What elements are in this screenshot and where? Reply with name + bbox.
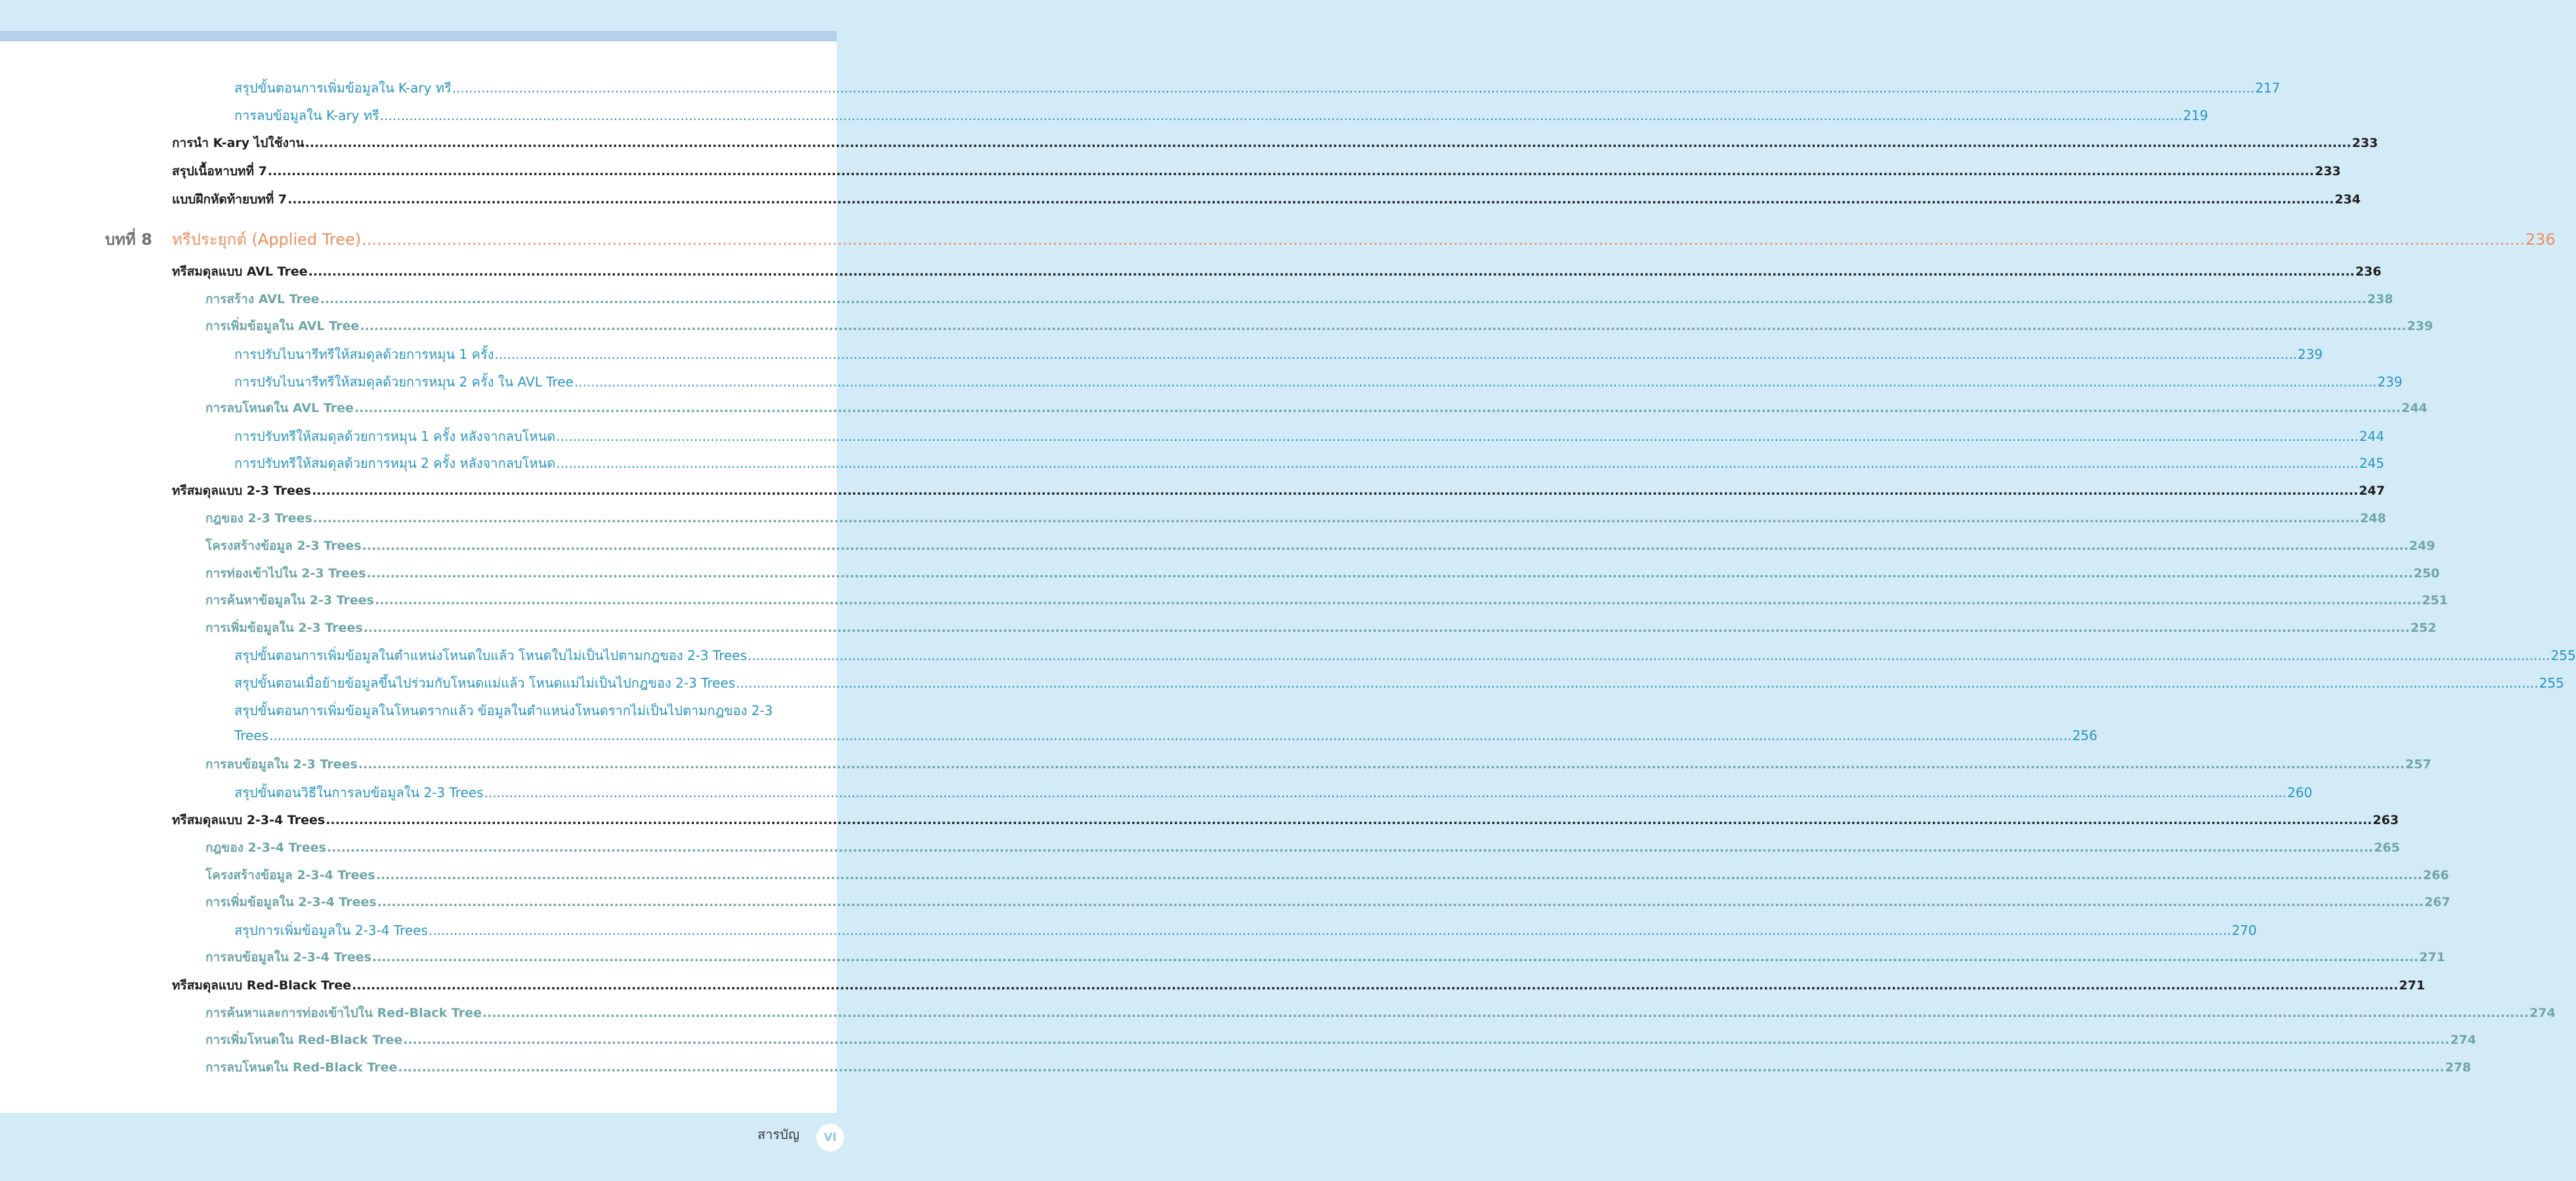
dot-leader: ................................................................................................................................................................................................................................................................................................................................................................................................................................................ — [556, 455, 2359, 471]
toc-subsubsection[interactable] — [234, 920, 2257, 941]
toc-entry-text: การสร้าง AVL Tree — [205, 292, 320, 306]
toc-section[interactable] — [172, 190, 2361, 209]
toc-page-number: 271 — [2418, 950, 2445, 964]
toc-section[interactable] — [172, 161, 2341, 181]
toc-entry-text: การลบโหนดใน AVL Tree — [205, 401, 354, 415]
dot-leader: ................................................................................................................................................................................................................................................................................................................................................................................................................................................ — [269, 728, 2072, 743]
toc-subsection[interactable] — [205, 947, 2445, 967]
dot-leader: ................................................................................................................................................................................................................................................................................................................................................................................................................................................ — [398, 1060, 2445, 1075]
toc-page-number: 234 — [2334, 192, 2361, 207]
toc-entry-text: ทรีประยุกต์ (Applied Tree) — [172, 230, 362, 249]
toc-subsection[interactable] — [205, 1058, 2472, 1077]
toc-page-number: 266 — [2422, 868, 2449, 882]
toc-entry-text: แบบฝึกหัดท้ายบทที่ 7 — [172, 192, 287, 207]
toc-page-number: 238 — [2367, 292, 2394, 306]
dot-leader: ................................................................................................................................................................................................................................................................................................................................................................................................................................................ — [326, 813, 2373, 827]
toc-page-number: 239 — [2407, 319, 2433, 333]
toc-entry-text: สรุปขั้นตอนวิธีในการลบข้อมูลใน 2-3 Trees — [234, 785, 484, 800]
toc-subsection[interactable] — [205, 590, 2448, 610]
footer-section-label: สารบัญ — [757, 1127, 799, 1142]
toc-page-number: 247 — [2359, 484, 2385, 498]
toc-page-number: 270 — [2231, 922, 2257, 938]
toc-page-number: 244 — [2401, 401, 2428, 415]
toc-entry-text: การค้นหาข้อมูลใน 2-3 Trees — [205, 593, 374, 608]
dot-leader: ................................................................................................................................................................................................................................................................................................................................................................................................................................................ — [556, 428, 2359, 444]
dot-leader: ................................................................................................................................................................................................................................................................................................................................................................................................................................................ — [484, 785, 2287, 800]
toc-entry-text: การลบข้อมูลใน 2-3 Trees — [205, 757, 358, 772]
toc-entry-text: การลบโหนดใน Red-Black Tree — [205, 1060, 398, 1075]
toc-page-number: 236 — [2525, 230, 2556, 249]
dot-leader: ................................................................................................................................................................................................................................................................................................................................................................................................................................................ — [377, 895, 2424, 909]
toc-page — [0, 41, 2576, 1113]
toc-entry-text: ทรีสมดุลแบบ 2-3 Trees — [172, 484, 312, 498]
toc-entry-text: กฎของ 2-3 Trees — [205, 511, 312, 526]
toc-page-number: 255 — [2550, 648, 2576, 663]
dot-leader: ................................................................................................................................................................................................................................................................................................................................................................................................................................................ — [374, 593, 2422, 608]
toc-entry-text: โครงสร้างข้อมูล 2-3 Trees — [205, 539, 362, 553]
toc-page-number: 217 — [2255, 80, 2281, 96]
toc-subsection[interactable] — [205, 564, 2440, 583]
toc-subsection[interactable] — [205, 536, 2436, 556]
toc-entry-text: การท่องเข้าไปใน 2-3 Trees — [205, 566, 366, 581]
toc-subsection[interactable] — [205, 1030, 2476, 1050]
toc-page-number: 248 — [2359, 511, 2386, 526]
toc-page-number: 250 — [2413, 566, 2440, 581]
toc-page-number: 249 — [2409, 539, 2436, 553]
toc-page-number: 236 — [2355, 264, 2382, 279]
dot-leader: ................................................................................................................................................................................................................................................................................................................................................................................................................................................ — [287, 192, 2334, 207]
dot-leader: ................................................................................................................................................................................................................................................................................................................................................................................................................................................ — [371, 950, 2418, 964]
toc-entry-text: Trees — [234, 728, 269, 743]
dot-leader: ................................................................................................................................................................................................................................................................................................................................................................................................................................................ — [360, 319, 2407, 333]
dot-leader: ................................................................................................................................................................................................................................................................................................................................................................................................................................................ — [267, 164, 2314, 178]
toc-page-number: 267 — [2424, 895, 2451, 909]
toc-page-number: 233 — [2314, 164, 2341, 178]
toc-page-number: 219 — [2183, 108, 2208, 123]
toc-section[interactable] — [172, 810, 2399, 830]
dot-leader: ................................................................................................................................................................................................................................................................................................................................................................................................................................................ — [736, 675, 2539, 691]
toc-page-number: 263 — [2373, 813, 2399, 827]
toc-entry-text: การปรับทรีให้สมดุลด้วยการหมุน 1 ครั้ง หลังจากลบโหนด — [234, 428, 556, 444]
dot-leader: ................................................................................................................................................................................................................................................................................................................................................................................................................................................ — [308, 264, 2355, 279]
toc-page-number: 255 — [2539, 675, 2564, 691]
toc-section[interactable] — [172, 262, 2382, 281]
toc-subsubsection[interactable] — [234, 728, 2098, 743]
dot-leader: ................................................................................................................................................................................................................................................................................................................................................................................................................................................ — [403, 1033, 2450, 1047]
toc-entry-text: การลบข้อมูลใน K-ary ทรี — [234, 108, 379, 123]
toc-subsubsection[interactable] — [234, 645, 2576, 666]
chapter-entry[interactable] — [172, 226, 2556, 252]
toc-entry-text: สรุปขั้นตอนเมื่อย้ายข้อมูลขึ้นไปร่วมกับโหนดแม่แล้ว โหนดแม่ไม่เป็นไปกฎของ 2-3 Trees — [234, 675, 736, 691]
toc-subsection[interactable] — [205, 316, 2433, 336]
toc-subsubsection[interactable] — [234, 453, 2384, 474]
toc-entry-text: สรุปขั้นตอนการเพิ่มข้อมูลในโหนดรากแล้ว ข้อมูลในตำแหน่งโหนดรากไม่เป็นไปตามกฎของ 2-3 — [234, 703, 773, 718]
dot-leader: ................................................................................................................................................................................................................................................................................................................................................................................................................................................ — [305, 136, 2352, 150]
toc-entry-text: ทรีสมดุลแบบ Red-Black Tree — [172, 978, 352, 993]
toc-entry-text: สรุปการเพิ่มข้อมูลใน 2-3-4 Trees — [234, 922, 428, 938]
toc-page-number: 256 — [2072, 728, 2098, 743]
toc-entry-text: การเพิ่มข้อมูลใน 2-3 Trees — [205, 621, 363, 635]
dot-leader: ................................................................................................................................................................................................................................................................................................................................................................................................................................................ — [574, 374, 2377, 390]
toc-entry-text: การปรับไบนารีทรีให้สมดุลด้วยการหมุน 1 ครั้ง — [234, 346, 494, 362]
toc-entry-text: การเพิ่มข้อมูลใน 2-3-4 Trees — [205, 895, 377, 909]
toc-entry-text: การปรับทรีให้สมดุลด้วยการหมุน 2 ครั้ง หลังจากลบโหนด — [234, 455, 556, 471]
toc-entry-text: สรุปขั้นตอนการเพิ่มข้อมูลในตำแหน่งโหนดใบแล้ว โหนดใบไม่เป็นไปตามกฎของ 2-3 Trees — [234, 648, 748, 663]
toc-subsubsection[interactable] — [234, 77, 2281, 98]
dot-leader: ................................................................................................................................................................................................................................................................................................................................................................................................................................................ — [363, 621, 2410, 635]
page-number-badge: VI — [816, 1124, 844, 1151]
toc-subsection[interactable] — [205, 508, 2386, 528]
toc-page-number: 233 — [2352, 136, 2378, 150]
dot-leader: ................................................................................................................................................................................................................................................................................................................................................................................................................................................ — [428, 922, 2231, 938]
toc-section[interactable] — [172, 976, 2425, 995]
toc-page-number: 245 — [2359, 455, 2384, 471]
toc-page-number: 251 — [2422, 593, 2448, 608]
dot-leader: ................................................................................................................................................................................................................................................................................................................................................................................................................................................ — [375, 868, 2422, 882]
dot-leader: ................................................................................................................................................................................................................................................................................................................................................................................................................................................ — [320, 292, 2367, 306]
toc-entry-text: ทรีสมดุลแบบ 2-3-4 Trees — [172, 813, 326, 827]
toc-page-number: 239 — [2377, 374, 2403, 390]
toc-subsubsection[interactable] — [234, 344, 2323, 365]
toc-subsection[interactable] — [205, 1003, 2556, 1023]
toc-subsubsection[interactable] — [234, 782, 2313, 803]
dot-leader: ................................................................................................................................................................................................................................................................................................................................................................................................................................................ — [452, 80, 2255, 96]
toc-entry-text: การลบข้อมูลใน 2-3-4 Trees — [205, 950, 371, 964]
toc-subsection[interactable] — [205, 892, 2451, 912]
toc-entry-text: การนำ K-ary ไปใช้งาน — [172, 136, 305, 150]
dot-leader: ................................................................................................................................................................................................................................................................................................................................................................................................................................................ — [312, 484, 2359, 498]
toc-subsection[interactable] — [205, 838, 2400, 858]
dot-leader: ................................................................................................................................................................................................................................................................................................................................................................................................................................................ — [352, 978, 2399, 993]
toc-entry-text: สรุปขั้นตอนการเพิ่มข้อมูลใน K-ary ทรี — [234, 80, 452, 96]
toc-subsubsection[interactable] — [234, 371, 2403, 392]
toc-subsection[interactable] — [205, 865, 2449, 885]
header-band — [0, 31, 837, 41]
toc-page-number: 260 — [2287, 785, 2313, 800]
toc-subsection[interactable] — [205, 289, 2394, 309]
toc-page-number: 278 — [2445, 1060, 2472, 1075]
toc-page-number: 271 — [2399, 978, 2425, 993]
toc-page-number: 257 — [2405, 757, 2432, 772]
chapter-number: บทที่ 8 — [105, 230, 152, 249]
dot-leader: ................................................................................................................................................................................................................................................................................................................................................................................................................................................ — [312, 511, 2359, 526]
toc-page-number: 252 — [2410, 621, 2437, 635]
toc-entry-text: ทรีสมดุลแบบ AVL Tree — [172, 264, 308, 279]
dot-leader: ................................................................................................................................................................................................................................................................................................................................................................................................................................................ — [494, 346, 2297, 362]
toc-subsection[interactable] — [205, 398, 2428, 418]
toc-page-number: 244 — [2359, 428, 2384, 444]
dot-leader: ................................................................................................................................................................................................................................................................................................................................................................................................................................................ — [366, 566, 2413, 581]
toc-entry-text: สรุปเนื้อหาบทที่ 7 — [172, 164, 267, 178]
toc-entry-text: การเพิ่มข้อมูลใน AVL Tree — [205, 319, 360, 333]
toc-section[interactable] — [172, 481, 2385, 501]
toc-page-number: 239 — [2297, 346, 2323, 362]
dot-leader: ................................................................................................................................................................................................................................................................................................................................................................................................................................................ — [379, 108, 2183, 123]
dot-leader: ................................................................................................................................................................................................................................................................................................................................................................................................................................................ — [482, 1006, 2529, 1020]
toc-page-number: 274 — [2450, 1033, 2476, 1047]
toc-page-number: 274 — [2529, 1006, 2556, 1020]
toc-subsubsection[interactable] — [234, 426, 2384, 447]
toc-entry-text: การปรับไบนารีทรีให้สมดุลด้วยการหมุน 2 ครั้ง ใน AVL Tree — [234, 374, 574, 390]
toc-page-number: 265 — [2374, 840, 2400, 855]
toc-subsubsection[interactable] — [234, 105, 2208, 126]
toc-entry-text: กฎของ 2-3-4 Trees — [205, 840, 326, 855]
toc-section[interactable] — [172, 133, 2378, 153]
dot-leader: ................................................................................................................................................................................................................................................................................................................................................................................................................................................ — [362, 539, 2409, 553]
toc-entry-text: การค้นหาและการท่องเข้าไปใน Red-Black Tree — [205, 1006, 482, 1020]
toc-entry-text: การเพิ่มโหนดใน Red-Black Tree — [205, 1033, 403, 1047]
dot-leader: ................................................................................................................................................................................................................................................................................................................................................................................................................................................ — [362, 230, 2525, 249]
dot-leader: ................................................................................................................................................................................................................................................................................................................................................................................................................................................ — [358, 757, 2405, 772]
toc-entry-text: โครงสร้างข้อมูล 2-3-4 Trees — [205, 868, 375, 882]
toc-subsubsection[interactable] — [234, 673, 2564, 694]
toc-subsection[interactable] — [205, 618, 2437, 638]
dot-leader: ................................................................................................................................................................................................................................................................................................................................................................................................................................................ — [748, 648, 2550, 663]
toc-subsection[interactable] — [205, 755, 2432, 774]
dot-leader: ................................................................................................................................................................................................................................................................................................................................................................................................................................................ — [354, 401, 2401, 415]
dot-leader: ................................................................................................................................................................................................................................................................................................................................................................................................................................................ — [326, 840, 2374, 855]
